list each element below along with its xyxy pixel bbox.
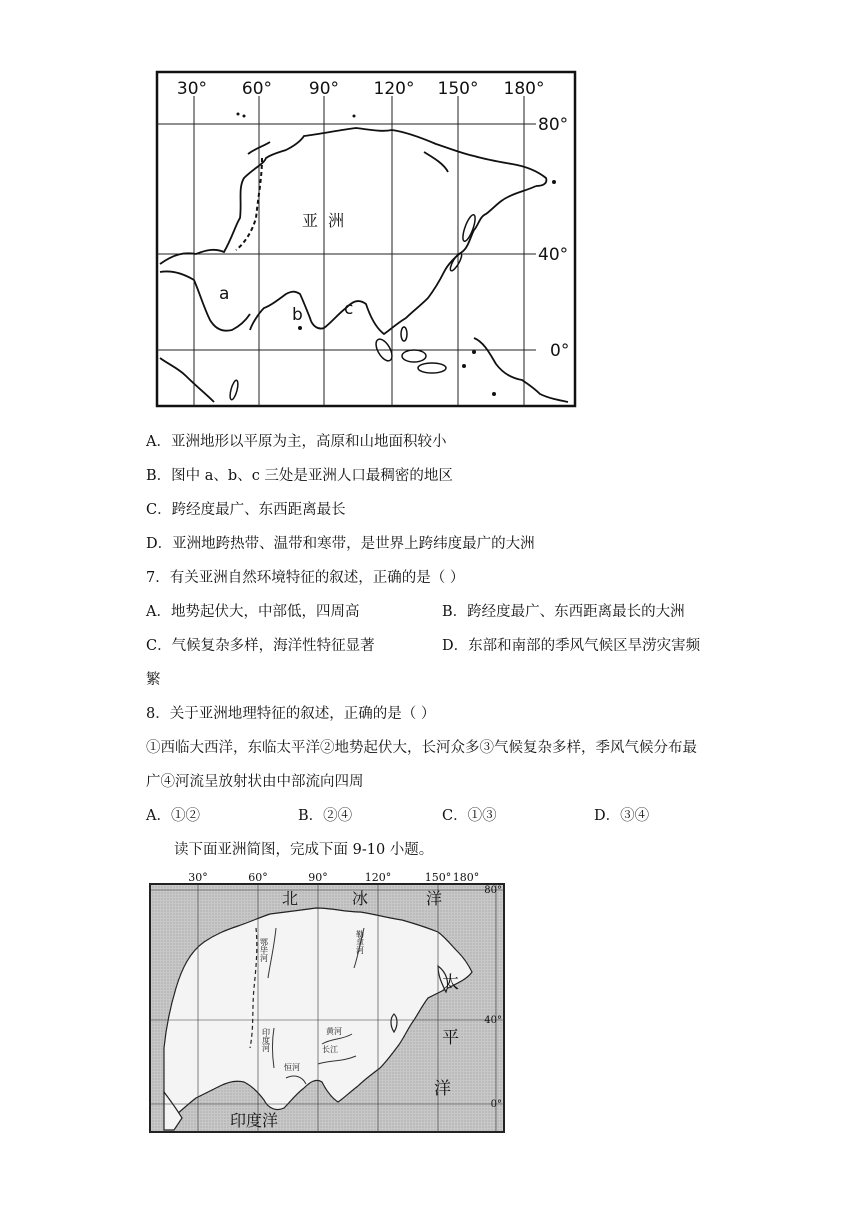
q8-option-a: A．①② bbox=[146, 808, 200, 824]
q8-option-d: D．③④ bbox=[594, 808, 650, 824]
q7-option-a: A．地势起伏大，中部低，四周高 bbox=[146, 604, 360, 620]
river-label-indus: 印度河 bbox=[261, 1028, 271, 1052]
q7-option-b: B．跨经度最广、东西距离最长的大洲 bbox=[442, 604, 685, 620]
svg-text:冰: 冰 bbox=[352, 889, 369, 908]
region-label-c: c bbox=[344, 299, 354, 319]
q8-option-b: B．②④ bbox=[298, 808, 353, 824]
lon-label: 90° bbox=[308, 871, 328, 884]
lat-label: 40° bbox=[538, 245, 569, 265]
asia-grid-map bbox=[144, 68, 578, 410]
continent-label: 亚 洲 bbox=[302, 211, 345, 230]
river-label-huanghe: 黄河 bbox=[326, 1027, 342, 1036]
map2-indian-ocean-label: 印度洋 bbox=[230, 1111, 279, 1130]
lon-label: 30° bbox=[176, 79, 208, 99]
svg-text:洋: 洋 bbox=[434, 1079, 451, 1099]
river-label-ob: 鄂毕河 bbox=[259, 938, 269, 962]
q6-option-c: C．跨经度最广、东西距离最长 bbox=[146, 502, 346, 518]
lat-label: 40° bbox=[484, 1015, 502, 1026]
lon-label: 180° bbox=[503, 79, 545, 99]
svg-text:平: 平 bbox=[442, 1028, 459, 1048]
q6-option-d: D．亚洲地跨热带、温带和寒带，是世界上跨纬度最广的大洲 bbox=[146, 536, 535, 552]
asia-sketch-map bbox=[146, 868, 508, 1134]
lat-label: 0° bbox=[550, 341, 570, 361]
q7-option-c: C．气候复杂多样，海洋性特征显著 bbox=[146, 638, 375, 654]
lon-label: 120° bbox=[373, 79, 415, 99]
region-label-a: a bbox=[219, 284, 230, 304]
river-label-changjiang: 长江 bbox=[322, 1045, 338, 1054]
q7-option-d-wrap: 繁 bbox=[146, 672, 161, 688]
intro-q9-10: 读下面亚洲简图，完成下面 9-10 小题。 bbox=[174, 842, 434, 858]
lon-label: 90° bbox=[308, 79, 340, 99]
q8-statements-line2: 广④河流呈放射状由中部流向四周 bbox=[146, 774, 364, 790]
svg-text:北: 北 bbox=[282, 889, 299, 908]
lon-label: 60° bbox=[241, 79, 273, 99]
svg-text:洋: 洋 bbox=[426, 889, 443, 908]
map2-lon-labels bbox=[188, 871, 479, 884]
lat-label: 80° bbox=[484, 885, 502, 896]
lat-label: 0° bbox=[490, 1099, 502, 1110]
lon-label: 180° bbox=[452, 871, 480, 884]
q7-stem: 7．有关亚洲自然环境特征的叙述，正确的是（ ） bbox=[146, 570, 465, 586]
q8-statements-line1: ①西临大西洋，东临太平洋②地势起伏大，长河众多③气候复杂多样，季风气候分布最 bbox=[146, 740, 697, 756]
q6-option-a: A．亚洲地形以平原为主，高原和山地面积较小 bbox=[146, 434, 447, 450]
lon-label: 120° bbox=[364, 871, 392, 884]
lon-label: 30° bbox=[188, 871, 208, 884]
q8-stem: 8．关于亚洲地理特征的叙述，正确的是（ ） bbox=[146, 706, 436, 722]
svg-text:太: 太 bbox=[442, 973, 459, 993]
q6-option-b: B．图中 a、b、c 三处是亚洲人口最稠密的地区 bbox=[146, 468, 453, 484]
river-label-lena: 勒拿河 bbox=[355, 930, 365, 954]
map2-japan bbox=[391, 1014, 397, 1032]
lat-label: 80° bbox=[538, 115, 569, 135]
lon-label: 60° bbox=[248, 871, 268, 884]
q8-option-c: C．①③ bbox=[442, 808, 497, 824]
river-label-ganges: 恒河 bbox=[284, 1063, 300, 1072]
q7-option-d: D．东部和南部的季风气候区旱涝灾害频 bbox=[442, 638, 701, 654]
region-label-b: b bbox=[292, 305, 303, 325]
lon-label: 150° bbox=[424, 871, 452, 884]
lon-label: 150° bbox=[437, 79, 479, 99]
